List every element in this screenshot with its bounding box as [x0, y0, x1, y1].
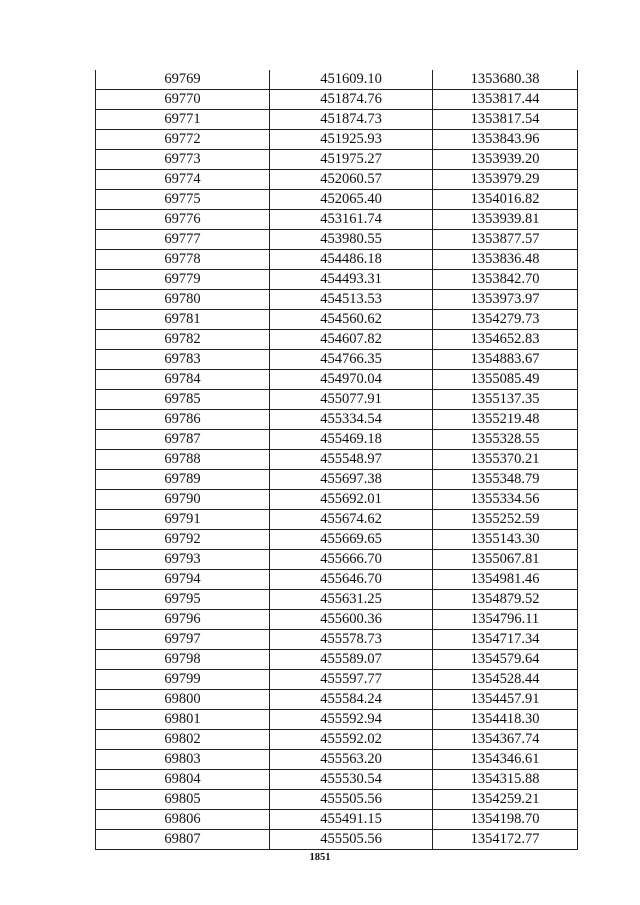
point-id-cell: 69802 [96, 730, 270, 750]
point-id-cell: 69771 [96, 110, 270, 130]
table-row [96, 790, 578, 810]
x-coordinate-cell: 453980.55 [270, 230, 433, 250]
y-coordinate-cell: 1354883.67 [433, 350, 578, 370]
point-id-cell: 69790 [96, 490, 270, 510]
x-coordinate-cell: 454560.62 [270, 310, 433, 330]
x-coordinate-cell: 455563.20 [270, 750, 433, 770]
point-id-cell: 69800 [96, 690, 270, 710]
table-row [96, 670, 578, 690]
point-id-cell: 69777 [96, 230, 270, 250]
table-row [96, 470, 578, 490]
point-id-cell: 69780 [96, 290, 270, 310]
table-row [96, 630, 578, 650]
point-id-cell: 69781 [96, 310, 270, 330]
table-row [96, 450, 578, 470]
y-coordinate-cell: 1353979.29 [433, 170, 578, 190]
y-coordinate-cell: 1353817.54 [433, 110, 578, 130]
point-id-cell: 69807 [96, 830, 270, 850]
table-row [96, 550, 578, 570]
table-row [96, 810, 578, 830]
page-number: 1851 [309, 852, 331, 863]
point-id-cell: 69804 [96, 770, 270, 790]
x-coordinate-cell: 455469.18 [270, 430, 433, 450]
table-row [96, 610, 578, 630]
x-coordinate-cell: 455592.94 [270, 710, 433, 730]
table-row [96, 530, 578, 550]
y-coordinate-cell: 1354981.46 [433, 570, 578, 590]
table-row [96, 350, 578, 370]
table-row [96, 430, 578, 450]
x-coordinate-cell: 451925.93 [270, 130, 433, 150]
y-coordinate-cell: 1354457.91 [433, 690, 578, 710]
y-coordinate-cell: 1353939.81 [433, 210, 578, 230]
table-row [96, 370, 578, 390]
table-row [96, 590, 578, 610]
x-coordinate-cell: 453161.74 [270, 210, 433, 230]
x-coordinate-cell: 455692.01 [270, 490, 433, 510]
point-id-cell: 69788 [96, 450, 270, 470]
point-id-cell: 69785 [96, 390, 270, 410]
x-coordinate-cell: 455631.25 [270, 590, 433, 610]
table-row [96, 410, 578, 430]
point-id-cell: 69772 [96, 130, 270, 150]
x-coordinate-cell: 455666.70 [270, 550, 433, 570]
table-row [96, 330, 578, 350]
coordinate-table [95, 70, 578, 850]
table-row [96, 70, 578, 90]
x-coordinate-cell: 455589.07 [270, 650, 433, 670]
point-id-cell: 69770 [96, 90, 270, 110]
point-id-cell: 69775 [96, 190, 270, 210]
table-row [96, 570, 578, 590]
x-coordinate-cell: 455578.73 [270, 630, 433, 650]
x-coordinate-cell: 455505.56 [270, 830, 433, 850]
y-coordinate-cell: 1355219.48 [433, 410, 578, 430]
y-coordinate-cell: 1355137.35 [433, 390, 578, 410]
y-coordinate-cell: 1354652.83 [433, 330, 578, 350]
point-id-cell: 69773 [96, 150, 270, 170]
table-row [96, 750, 578, 770]
y-coordinate-cell: 1353843.96 [433, 130, 578, 150]
y-coordinate-cell: 1354016.82 [433, 190, 578, 210]
y-coordinate-cell: 1355348.79 [433, 470, 578, 490]
x-coordinate-cell: 455077.91 [270, 390, 433, 410]
y-coordinate-cell: 1355067.81 [433, 550, 578, 570]
y-coordinate-cell: 1353842.70 [433, 270, 578, 290]
x-coordinate-cell: 455674.62 [270, 510, 433, 530]
y-coordinate-cell: 1355334.56 [433, 490, 578, 510]
x-coordinate-cell: 455491.15 [270, 810, 433, 830]
table-row [96, 130, 578, 150]
x-coordinate-cell: 451975.27 [270, 150, 433, 170]
table-row [96, 90, 578, 110]
point-id-cell: 69791 [96, 510, 270, 530]
y-coordinate-cell: 1354279.73 [433, 310, 578, 330]
point-id-cell: 69769 [96, 70, 270, 90]
table-row [96, 730, 578, 750]
x-coordinate-cell: 454970.04 [270, 370, 433, 390]
point-id-cell: 69787 [96, 430, 270, 450]
x-coordinate-cell: 454486.18 [270, 250, 433, 270]
x-coordinate-cell: 455597.77 [270, 670, 433, 690]
y-coordinate-cell: 1354879.52 [433, 590, 578, 610]
x-coordinate-cell: 452060.57 [270, 170, 433, 190]
y-coordinate-cell: 1353877.57 [433, 230, 578, 250]
y-coordinate-cell: 1354418.30 [433, 710, 578, 730]
x-coordinate-cell: 454513.53 [270, 290, 433, 310]
table-row [96, 690, 578, 710]
point-id-cell: 69806 [96, 810, 270, 830]
point-id-cell: 69792 [96, 530, 270, 550]
y-coordinate-cell: 1354528.44 [433, 670, 578, 690]
y-coordinate-cell: 1355370.21 [433, 450, 578, 470]
point-id-cell: 69797 [96, 630, 270, 650]
y-coordinate-cell: 1355143.30 [433, 530, 578, 550]
point-id-cell: 69776 [96, 210, 270, 230]
y-coordinate-cell: 1355252.59 [433, 510, 578, 530]
x-coordinate-cell: 455697.38 [270, 470, 433, 490]
y-coordinate-cell: 1354796.11 [433, 610, 578, 630]
table-row [96, 230, 578, 250]
table-row [96, 710, 578, 730]
y-coordinate-cell: 1354198.70 [433, 810, 578, 830]
point-id-cell: 69798 [96, 650, 270, 670]
table-row [96, 650, 578, 670]
table-row [96, 170, 578, 190]
y-coordinate-cell: 1355328.55 [433, 430, 578, 450]
x-coordinate-cell: 455334.54 [270, 410, 433, 430]
table-row [96, 290, 578, 310]
table-row [96, 190, 578, 210]
table-row [96, 770, 578, 790]
table-row [96, 270, 578, 290]
coordinate-table-body [96, 70, 578, 850]
y-coordinate-cell: 1353836.48 [433, 250, 578, 270]
y-coordinate-cell: 1354346.61 [433, 750, 578, 770]
x-coordinate-cell: 455600.36 [270, 610, 433, 630]
point-id-cell: 69805 [96, 790, 270, 810]
point-id-cell: 69793 [96, 550, 270, 570]
x-coordinate-cell: 454766.35 [270, 350, 433, 370]
y-coordinate-cell: 1354717.34 [433, 630, 578, 650]
table-row [96, 310, 578, 330]
table-row [96, 250, 578, 270]
y-coordinate-cell: 1355085.49 [433, 370, 578, 390]
x-coordinate-cell: 451609.10 [270, 70, 433, 90]
point-id-cell: 69796 [96, 610, 270, 630]
table-row [96, 210, 578, 230]
y-coordinate-cell: 1353973.97 [433, 290, 578, 310]
table-row [96, 830, 578, 850]
x-coordinate-cell: 455530.54 [270, 770, 433, 790]
y-coordinate-cell: 1353680.38 [433, 70, 578, 90]
y-coordinate-cell: 1353939.20 [433, 150, 578, 170]
point-id-cell: 69794 [96, 570, 270, 590]
y-coordinate-cell: 1354579.64 [433, 650, 578, 670]
x-coordinate-cell: 454493.31 [270, 270, 433, 290]
table-row [96, 390, 578, 410]
table-row [96, 150, 578, 170]
point-id-cell: 69779 [96, 270, 270, 290]
table-row [96, 510, 578, 530]
x-coordinate-cell: 454607.82 [270, 330, 433, 350]
y-coordinate-cell: 1354259.21 [433, 790, 578, 810]
table-row [96, 490, 578, 510]
x-coordinate-cell: 452065.40 [270, 190, 433, 210]
y-coordinate-cell: 1353817.44 [433, 90, 578, 110]
x-coordinate-cell: 455646.70 [270, 570, 433, 590]
x-coordinate-cell: 451874.73 [270, 110, 433, 130]
point-id-cell: 69803 [96, 750, 270, 770]
table-row [96, 110, 578, 130]
x-coordinate-cell: 455592.02 [270, 730, 433, 750]
point-id-cell: 69786 [96, 410, 270, 430]
x-coordinate-cell: 455584.24 [270, 690, 433, 710]
point-id-cell: 69799 [96, 670, 270, 690]
x-coordinate-cell: 455669.65 [270, 530, 433, 550]
point-id-cell: 69774 [96, 170, 270, 190]
y-coordinate-cell: 1354172.77 [433, 830, 578, 850]
x-coordinate-cell: 455548.97 [270, 450, 433, 470]
point-id-cell: 69782 [96, 330, 270, 350]
point-id-cell: 69795 [96, 590, 270, 610]
y-coordinate-cell: 1354367.74 [433, 730, 578, 750]
point-id-cell: 69784 [96, 370, 270, 390]
point-id-cell: 69801 [96, 710, 270, 730]
y-coordinate-cell: 1354315.88 [433, 770, 578, 790]
x-coordinate-cell: 451874.76 [270, 90, 433, 110]
x-coordinate-cell: 455505.56 [270, 790, 433, 810]
point-id-cell: 69783 [96, 350, 270, 370]
point-id-cell: 69789 [96, 470, 270, 490]
point-id-cell: 69778 [96, 250, 270, 270]
